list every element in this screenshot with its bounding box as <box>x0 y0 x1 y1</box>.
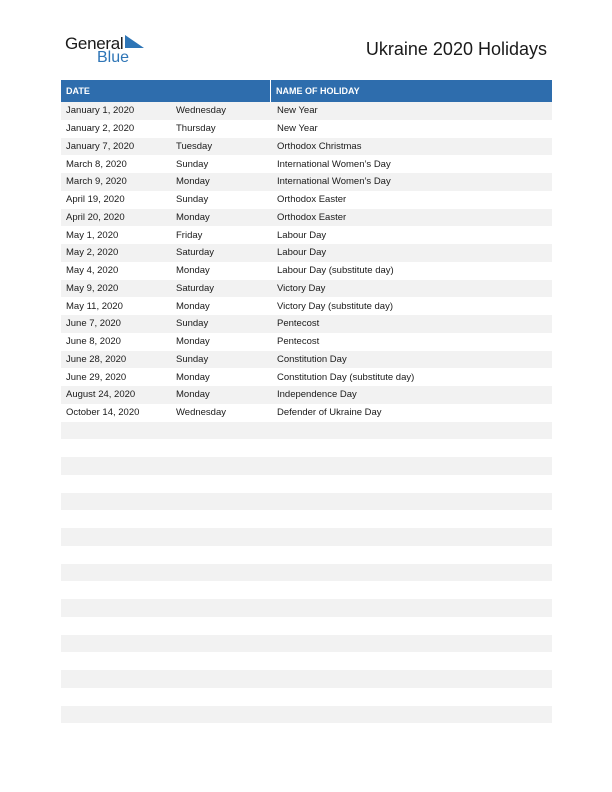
empty-table-row <box>61 706 552 724</box>
holiday-date: June 29, 2020 <box>66 371 127 383</box>
empty-table-row <box>61 564 552 582</box>
column-header-name: NAME OF HOLIDAY <box>276 86 360 96</box>
holiday-name: Labour Day <box>277 247 327 259</box>
holiday-date: April 20, 2020 <box>66 211 125 223</box>
table-row <box>61 120 552 138</box>
empty-table-row <box>61 422 552 440</box>
column-header-date: DATE <box>61 80 271 102</box>
holiday-weekday: Saturday <box>176 282 215 294</box>
holiday-weekday: Tuesday <box>176 140 213 152</box>
holiday-weekday: Monday <box>176 300 210 312</box>
table-body <box>61 102 552 741</box>
holiday-weekday: Sunday <box>176 194 209 206</box>
logo-text-blue: Blue <box>97 49 130 66</box>
holiday-date: April 19, 2020 <box>66 194 125 206</box>
holiday-date: June 8, 2020 <box>66 336 121 348</box>
holiday-name: Orthodox Easter <box>277 211 347 223</box>
table-row <box>61 244 552 262</box>
page-title: Ukraine 2020 Holidays <box>365 39 547 59</box>
holiday-name: Pentecost <box>277 318 320 330</box>
holiday-date: January 1, 2020 <box>66 105 135 117</box>
empty-table-row <box>61 635 552 653</box>
holiday-name: New Year <box>277 105 318 117</box>
holiday-name: Victory Day <box>277 282 326 294</box>
holiday-name: Orthodox Christmas <box>277 140 362 152</box>
holiday-name: Pentecost <box>277 336 320 348</box>
logo-flag-icon <box>125 35 145 49</box>
holiday-weekday: Wednesday <box>176 407 226 419</box>
holiday-weekday: Sunday <box>176 318 209 330</box>
table-row <box>61 209 552 227</box>
empty-table-row <box>61 439 552 457</box>
holiday-date: January 7, 2020 <box>66 140 135 152</box>
table-row <box>61 315 552 333</box>
holiday-weekday: Saturday <box>176 247 215 259</box>
table-row <box>61 333 552 351</box>
holiday-name: Victory Day (substitute day) <box>277 300 393 312</box>
table-row <box>61 404 552 422</box>
holiday-weekday: Wednesday <box>176 105 226 117</box>
empty-table-row <box>61 457 552 475</box>
holiday-date: May 1, 2020 <box>66 229 119 241</box>
table-row <box>61 280 552 298</box>
holiday-date: March 8, 2020 <box>66 158 127 170</box>
holiday-name: New Year <box>277 123 318 135</box>
table-row <box>61 297 552 315</box>
holiday-date: May 4, 2020 <box>66 265 119 277</box>
empty-table-row <box>61 688 552 706</box>
holiday-date: May 11, 2020 <box>66 300 123 312</box>
holiday-name: Labour Day (substitute day) <box>277 265 394 277</box>
table-row <box>61 226 552 244</box>
holiday-weekday: Sunday <box>176 353 209 365</box>
holiday-date: June 7, 2020 <box>66 318 121 330</box>
holiday-name: Constitution Day <box>277 353 347 365</box>
table-header <box>61 80 552 102</box>
holiday-weekday: Monday <box>176 176 210 188</box>
holiday-name: Labour Day <box>277 229 327 241</box>
holiday-weekday: Sunday <box>176 158 209 170</box>
generalblue-logo <box>65 34 155 70</box>
empty-table-row <box>61 493 552 511</box>
table-row <box>61 368 552 386</box>
holiday-name: International Women’s Day <box>277 176 391 188</box>
empty-table-row <box>61 599 552 617</box>
empty-table-row <box>61 475 552 493</box>
holiday-date: May 2, 2020 <box>66 247 119 259</box>
holiday-name: Orthodox Easter <box>277 194 347 206</box>
empty-table-row <box>61 510 552 528</box>
holiday-weekday: Monday <box>176 389 210 401</box>
table-row <box>61 155 552 173</box>
empty-table-row <box>61 528 552 546</box>
table-row <box>61 262 552 280</box>
holidays-table <box>61 80 552 741</box>
holiday-name: Defender of Ukraine Day <box>277 407 382 419</box>
holiday-name: Independence Day <box>277 389 357 401</box>
holiday-weekday: Monday <box>176 336 210 348</box>
holiday-weekday: Monday <box>176 211 210 223</box>
holiday-date: May 9, 2020 <box>66 282 119 294</box>
holiday-weekday: Monday <box>176 265 210 277</box>
table-row <box>61 191 552 209</box>
holiday-date: January 2, 2020 <box>66 123 135 135</box>
empty-table-row <box>61 723 552 741</box>
table-row <box>61 351 552 369</box>
empty-table-row <box>61 652 552 670</box>
holiday-date: August 24, 2020 <box>66 389 136 401</box>
holiday-weekday: Friday <box>176 229 203 241</box>
holiday-weekday: Thursday <box>176 123 216 135</box>
empty-table-row <box>61 670 552 688</box>
holiday-date: March 9, 2020 <box>66 176 127 188</box>
holiday-date: June 28, 2020 <box>66 353 127 365</box>
table-row <box>61 138 552 156</box>
holiday-weekday: Monday <box>176 371 210 383</box>
table-row <box>61 173 552 191</box>
table-row <box>61 386 552 404</box>
empty-table-row <box>61 581 552 599</box>
table-row <box>61 102 552 120</box>
empty-table-row <box>61 617 552 635</box>
holiday-name: Constitution Day (substitute day) <box>277 371 415 383</box>
holiday-date: October 14, 2020 <box>66 407 140 419</box>
holiday-name: International Women’s Day <box>277 158 391 170</box>
empty-table-row <box>61 546 552 564</box>
logo-text-general: General <box>65 34 124 53</box>
